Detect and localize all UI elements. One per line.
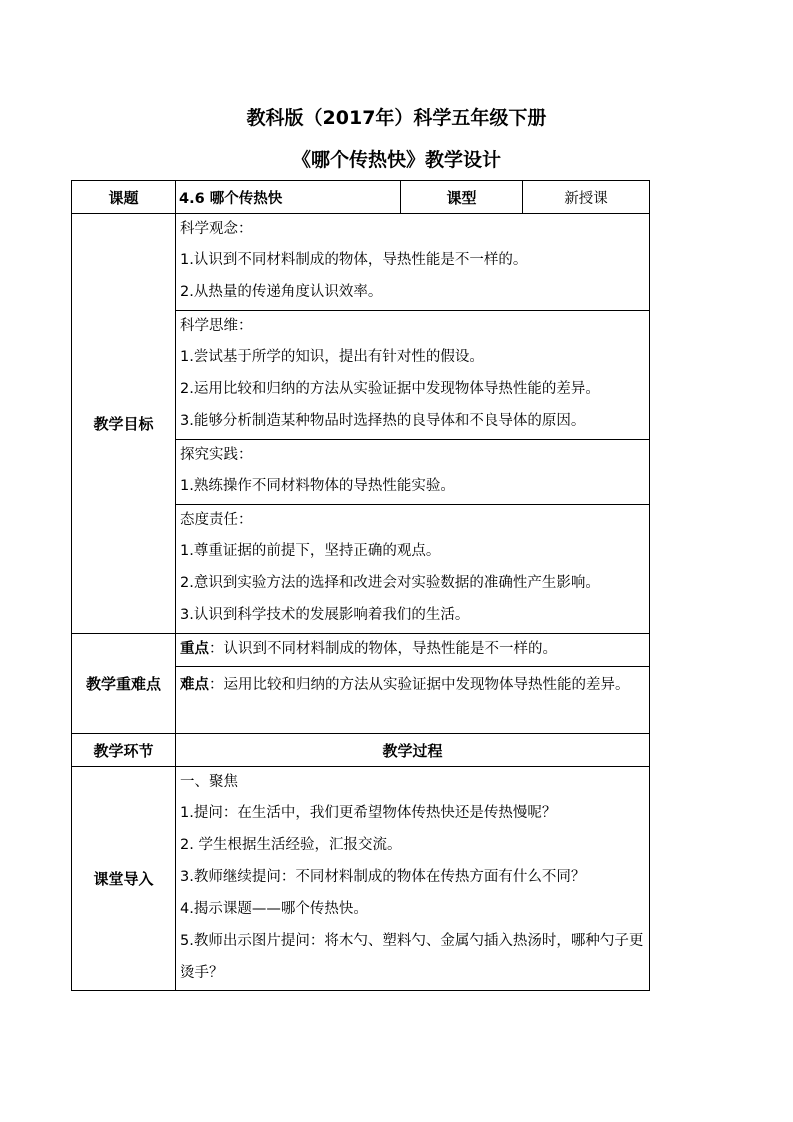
- goal-item: 2.从热量的传递角度认识效率。: [180, 284, 383, 300]
- intro-row: [72, 767, 650, 991]
- difficulty-cell: [176, 667, 650, 734]
- goal-heading: 态度责任：: [180, 512, 253, 528]
- goals-label: 教学目标: [72, 214, 176, 634]
- goal-section-row: [72, 214, 650, 311]
- process-label: 教学过程: [176, 734, 650, 767]
- key-point-text: ：认识到不同材料制成的物体，导热性能是不一样的。: [209, 641, 557, 657]
- document-subtitle: 《哪个传热快》教学设计: [291, 149, 501, 171]
- document-title: 教科版（2017年）科学五年级下册: [246, 107, 547, 129]
- goal-item: 2.运用比较和归纳的方法从实验证据中发现物体导热性能的差异。: [180, 381, 600, 397]
- intro-label: 课堂导入: [72, 767, 176, 991]
- goal-item: 3.认识到科学技术的发展影响着我们的生活。: [180, 607, 470, 623]
- goal-section: [176, 214, 650, 311]
- goal-item: 1.熟练操作不同材料物体的导热性能实验。: [180, 478, 455, 494]
- intro-line: 1.提问：在生活中，我们更希望物体传热快还是传热慢呢？: [180, 805, 557, 821]
- goal-section: [176, 505, 650, 634]
- goal-item: 1.尊重证据的前提下，坚持正确的观点。: [180, 543, 441, 559]
- goal-heading: 科学思维：: [180, 318, 253, 334]
- goal-section: [176, 440, 650, 505]
- header-row: [72, 181, 650, 214]
- goal-heading: 科学观念：: [180, 221, 253, 237]
- intro-line: 3.教师继续提问：不同材料制成的物体在传热方面有什么不同？: [180, 869, 586, 885]
- key-point-row: [72, 634, 650, 667]
- key-points-label: 教学重难点: [72, 634, 176, 734]
- key-point-label: 重点: [180, 641, 209, 657]
- lesson-value: 4.6 哪个传热快: [176, 181, 401, 214]
- goal-item: 1.认识到不同材料制成的物体，导热性能是不一样的。: [180, 252, 528, 268]
- intro-content: [176, 767, 650, 991]
- intro-line: 5.教师出示图片提问：将木勺、塑料勺、金属勺插入热汤时，哪种勺子更烫手？: [180, 933, 644, 981]
- process-header-row: [72, 734, 650, 767]
- goal-item: 3.能够分析制造某种物品时选择热的良导体和不良导体的原因。: [180, 413, 586, 429]
- lesson-plan-table: [71, 180, 650, 991]
- goal-section: [176, 311, 650, 440]
- intro-line: 4.揭示课题——哪个传热快。: [180, 901, 368, 917]
- intro-line: 2. 学生根据生活经验，汇报交流。: [180, 837, 402, 853]
- difficulty-label: 难点: [180, 677, 209, 693]
- type-label: 课型: [401, 181, 523, 214]
- goal-heading: 探究实践：: [180, 447, 253, 463]
- key-point-cell: [176, 634, 650, 667]
- difficulty-text: ：运用比较和归纳的方法从实验证据中发现物体导热性能的差异。: [209, 677, 630, 693]
- goal-item: 2.意识到实验方法的选择和改进会对实验数据的准确性产生影响。: [180, 575, 600, 591]
- stage-label: 教学环节: [72, 734, 176, 767]
- lesson-label: 课题: [72, 181, 176, 214]
- type-value: 新授课: [523, 181, 650, 214]
- intro-line: 一、聚焦: [180, 774, 238, 790]
- goal-item: 1.尝试基于所学的知识，提出有针对性的假设。: [180, 349, 484, 365]
